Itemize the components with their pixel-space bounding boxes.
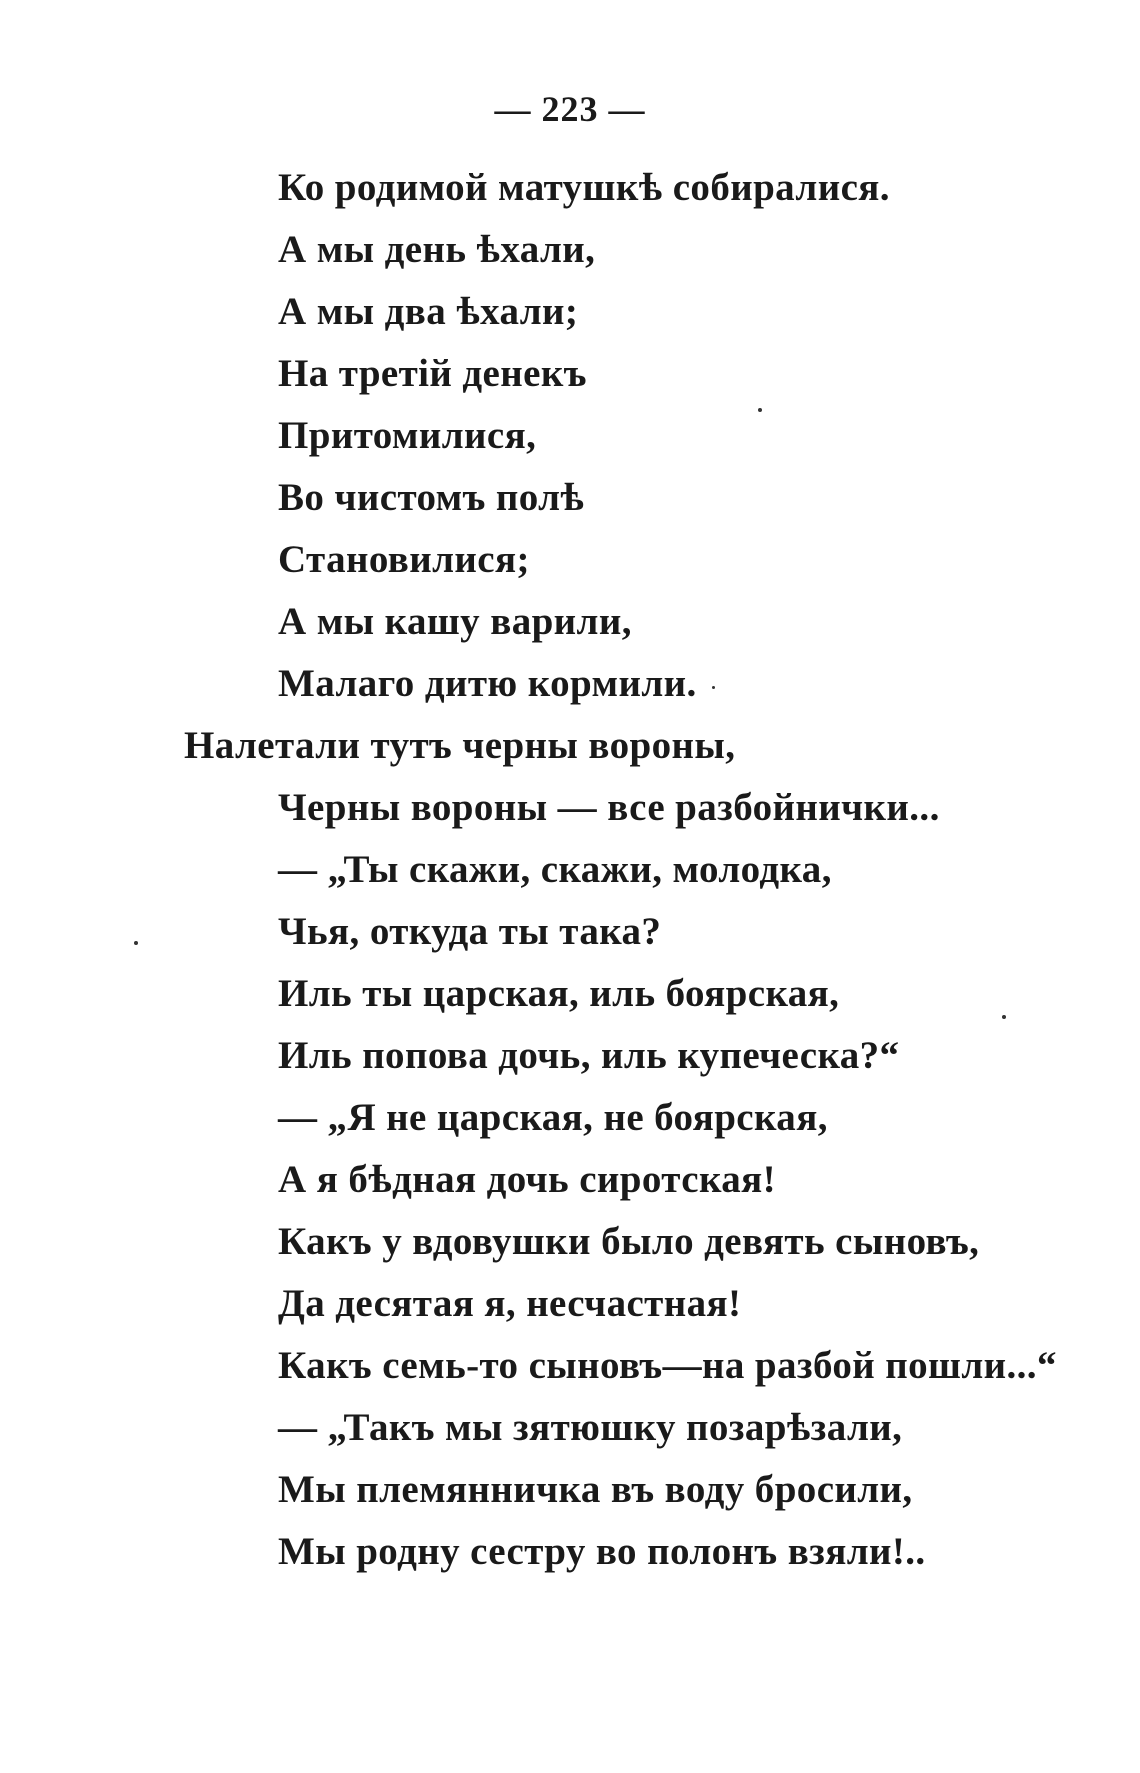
poem-line: Ко родимой матушкѣ собиралися. <box>278 166 890 209</box>
poem-line: Какъ семь-то сыновъ—на разбой пошли...“ <box>278 1344 1057 1387</box>
print-speck <box>758 408 762 412</box>
poem-line: А мы день ѣхали, <box>278 228 596 271</box>
poem-line: — „Такъ мы зятюшку позарѣзали, <box>278 1406 903 1449</box>
poem-line: Во чистомъ полѣ <box>278 476 585 519</box>
poem-line: А мы два ѣхали; <box>278 290 579 333</box>
poem-line: — „Я не царская, не боярская, <box>278 1096 828 1139</box>
poem-line: Малаго дитю кормили. <box>278 662 697 705</box>
poem-line: Чья, откуда ты така? <box>278 910 662 953</box>
poem-line: Притомилися, <box>278 414 537 457</box>
poem-line: Становилися; <box>278 538 530 581</box>
poem-line: А я бѣдная дочь сиротская! <box>278 1158 777 1201</box>
poem-line: Мы племянничка въ воду бросили, <box>278 1468 913 1511</box>
poem-line: Какъ у вдовушки было девять сыновъ, <box>278 1220 980 1263</box>
page-number: — 223 — <box>494 89 646 129</box>
poem-line: Иль ты царская, иль боярская, <box>278 972 840 1015</box>
poem-line: На третій денекъ <box>278 352 587 395</box>
print-speck <box>134 941 138 945</box>
poem-line: Налетали тутъ черны вороны, <box>184 724 736 767</box>
poem-line: Черны вороны — все разбойнички... <box>278 786 940 829</box>
poem-line: Иль попова дочь, иль купеческа?“ <box>278 1034 900 1077</box>
poem-line: Да десятая я, несчастная! <box>278 1282 742 1325</box>
poem-line: — „Ты скажи, скажи, молодка, <box>278 848 832 891</box>
poem-line: А мы кашу варили, <box>278 600 632 643</box>
print-speck <box>1002 1015 1006 1019</box>
poem-line: Мы родну сестру во полонъ взяли!.. <box>278 1530 926 1573</box>
print-speck <box>712 686 715 689</box>
